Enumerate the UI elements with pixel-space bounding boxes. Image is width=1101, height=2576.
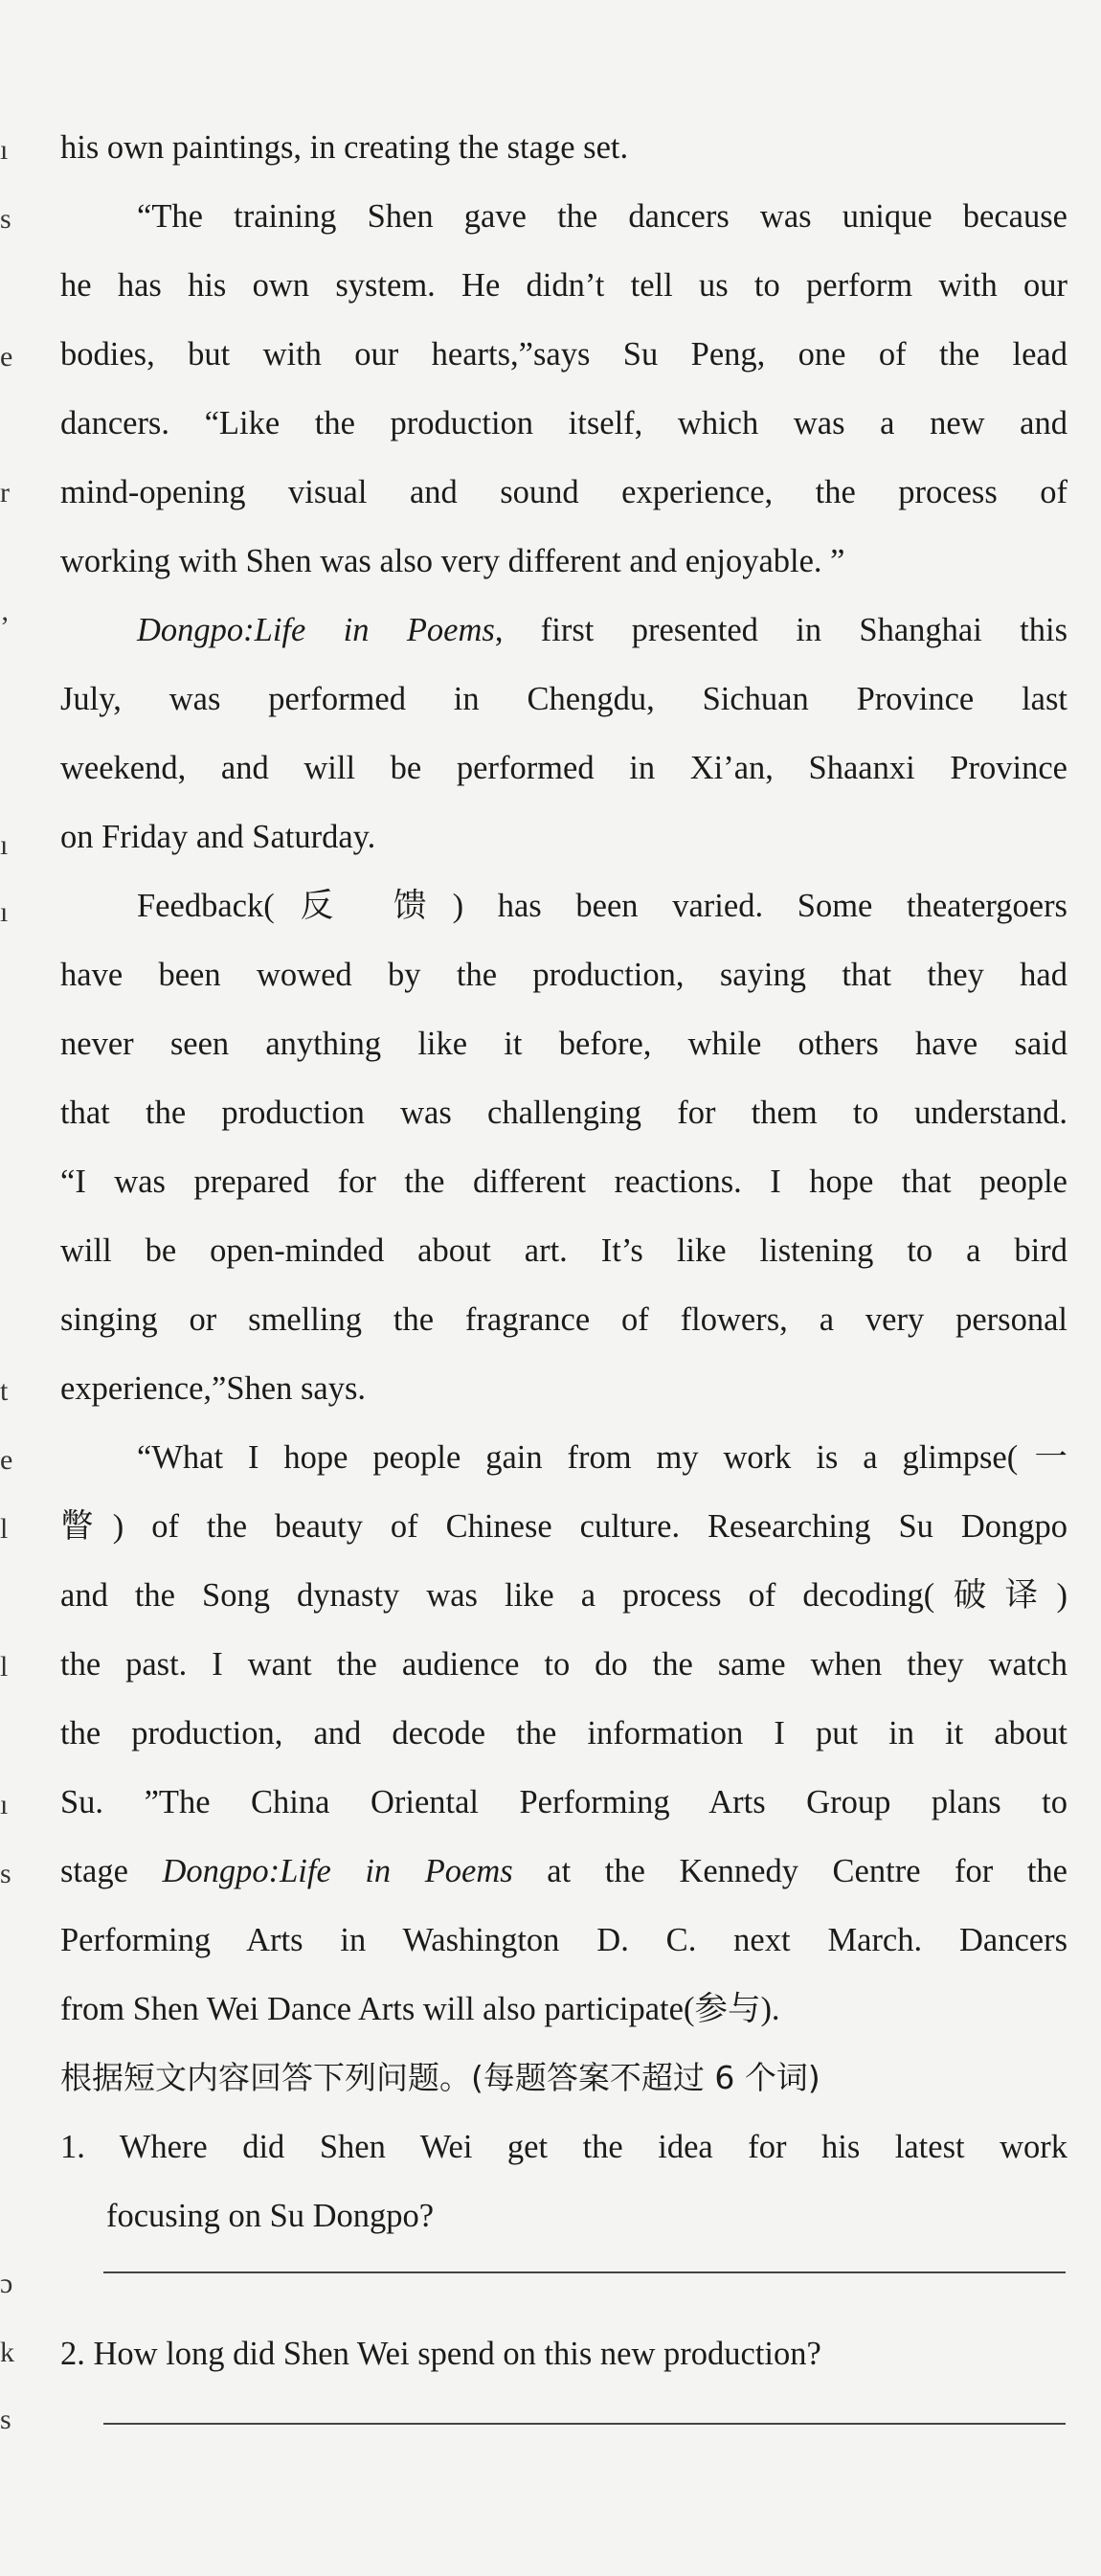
answer-line-1[interactable]	[103, 2271, 1066, 2273]
question-text: How long did Shen Wei spend on this new production?	[93, 2336, 821, 2372]
text-line: Feedback(反 馈) has been varied. Some theatergoers	[137, 888, 1067, 924]
document-page	[60, 113, 1067, 2457]
text-fragment: , first presented in Shanghai this	[494, 612, 1067, 648]
text-line: working with Shen was also very different and enjoyable. ”	[60, 543, 845, 579]
text-line: singing or smelling the fragrance of flowers, a very personal	[60, 1301, 1067, 1338]
question-line	[60, 2113, 1067, 2181]
production-title: Dongpo:Life in Poems	[162, 1853, 513, 1889]
text-line: he has his own system. He didn’t tell us to perform with our	[60, 267, 1067, 304]
question-line	[60, 2319, 1067, 2388]
edge-mark: s	[0, 2404, 11, 2435]
text-line: will be open-minded about art. It’s like listening to a bird	[60, 1232, 1067, 1269]
text-line: Performing Arts in Washington D. C. next March. Dancers	[60, 1922, 1067, 1958]
left-edge-marks	[0, 0, 19, 2576]
edge-mark: e	[0, 1444, 13, 1476]
paragraph-stage-set	[60, 113, 1067, 182]
text-line: dancers. “Like the production itself, which was a new and	[60, 405, 1067, 441]
edge-mark: ı	[0, 896, 9, 928]
edge-mark: ı	[0, 134, 9, 166]
edge-mark: k	[0, 2337, 14, 2368]
edge-mark: ’	[0, 611, 10, 643]
edge-mark: l	[0, 1651, 9, 1683]
text-fragment: stage	[60, 1853, 163, 1889]
paragraph-training	[60, 182, 1067, 596]
question-number: 1.	[60, 2129, 85, 2165]
text-line: “What I hope people gain from my work is a glimpse(一	[137, 1439, 1067, 1476]
text-line: his own paintings, in creating the stage set.	[60, 129, 629, 166]
edge-mark: s	[0, 203, 11, 235]
text-line: that the production was challenging for them to understand.	[60, 1095, 1067, 1131]
edge-mark: ı	[0, 1789, 9, 1820]
paragraph-feedback	[60, 871, 1067, 1423]
paragraph-performances	[60, 596, 1067, 871]
answer-area	[60, 2250, 1067, 2319]
text-line: from Shen Wei Dance Arts will also participate(参与).	[60, 1991, 780, 2027]
text-line: mind-opening visual and sound experience, the process of	[60, 474, 1067, 510]
answer-line-2[interactable]	[103, 2423, 1066, 2425]
text-line: 瞥) of the beauty of Chinese culture. Researching Su Dongpo	[60, 1508, 1067, 1545]
question-1	[60, 2113, 1067, 2319]
text-line: have been wowed by the production, saying that they had	[60, 957, 1067, 993]
edge-mark: e	[0, 341, 13, 373]
text-line: experience,”Shen says.	[60, 1370, 366, 1407]
question-text: Where did Shen Wei get the idea for his latest work	[119, 2129, 1067, 2165]
question-number: 2.	[60, 2336, 85, 2372]
text-line	[60, 596, 1067, 665]
text-line: on Friday and Saturday.	[60, 819, 376, 855]
edge-mark: l	[0, 1513, 9, 1545]
paragraph-glimpse	[60, 1423, 1067, 2044]
text-line: and the Song dynasty was like a process of decoding(破译)	[60, 1577, 1067, 1614]
text-line: never seen anything like it before, while others have said	[60, 1026, 1067, 1062]
question-2	[60, 2319, 1067, 2457]
edge-mark: t	[0, 1375, 9, 1407]
text-line: Su. ”The China Oriental Performing Arts Group plans to	[60, 1784, 1067, 1820]
question-line: focusing on Su Dongpo?	[106, 2198, 435, 2234]
answer-area	[60, 2388, 1067, 2457]
text-line: bodies, but with our hearts,”says Su Peng, one of the lead	[60, 336, 1067, 373]
text-line: the past. I want the audience to do the same when they watch	[60, 1646, 1067, 1683]
text-fragment: at the Kennedy Centre for the	[512, 1853, 1067, 1889]
edge-mark: ı	[0, 829, 9, 861]
text-line	[60, 1837, 1067, 1906]
production-title: Dongpo:Life in Poems	[137, 612, 495, 648]
text-line: the production, and decode the information I put in it about	[60, 1715, 1067, 1751]
text-line: July, was performed in Chengdu, Sichuan Province last	[60, 681, 1067, 717]
text-line: “The training Shen gave the dancers was unique because	[137, 198, 1067, 235]
text-line: “I was prepared for the different reactions. I hope that people	[60, 1164, 1067, 1200]
edge-mark: ɔ	[0, 2268, 13, 2299]
edge-mark: r	[0, 477, 10, 508]
text-line: weekend, and will be performed in Xi’an, Shaanxi Province	[60, 750, 1067, 786]
edge-mark: s	[0, 1858, 11, 1889]
question-instruction: 根据短文内容回答下列问题。(每题答案不超过 6 个词)	[60, 2059, 820, 2096]
